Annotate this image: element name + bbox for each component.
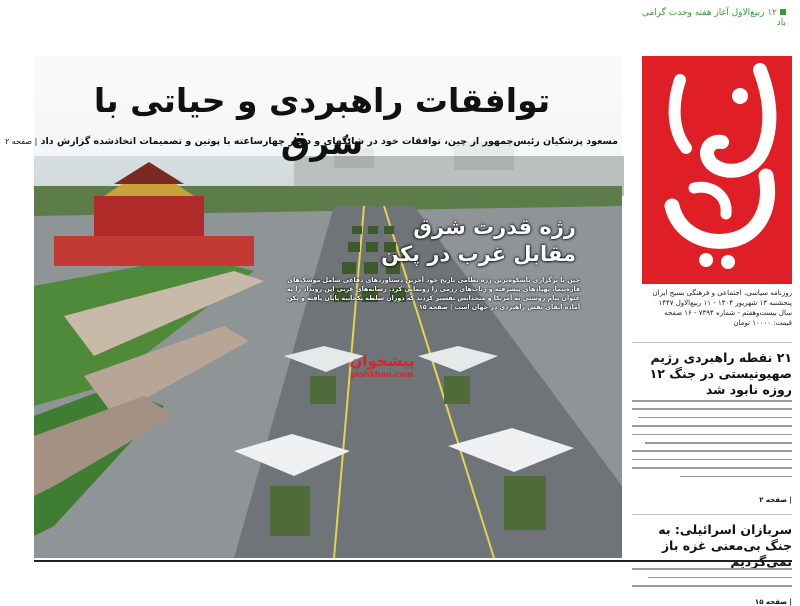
story-2-title[interactable]: سربازان اسرائیلی: به جنگ بی‌معنی غزه باز	[658, 522, 792, 553]
info-line: روزنامه سیاسی، اجتماعی و فرهنگی بسیج ایران	[652, 289, 792, 297]
story-1-title[interactable]: ۲۱ نقطه راهبردی رژیم صهیونیستی در جنگ ۱۲ روزه نابود شد	[649, 350, 792, 397]
inset-body-text: چین با برگزاری باشکوه‌ترین رژه نظامی تاریخ خود آخرین دستاوردهای دفاعی شامل موشک‌های قاره‌پیما، پهپادهای پیشرفته و ربات‌های رزمی را رونمایی کرد. رسانه‌های غربی این رویداد را به عنوان پیام روشنی به آمریکا و متحدانش تفسیر کردند که دوران سلطه یکجانبه پایان یافته و پکن آماده ایفای نقش راهبردی در جهان است	[286, 277, 580, 311]
inset-title-line-1: رژه قدرت شرق	[413, 215, 576, 239]
javan-logo-icon	[642, 56, 792, 284]
top-note	[636, 8, 786, 28]
pishkhan-watermark	[342, 352, 422, 379]
photo-inset-title[interactable]	[336, 214, 576, 268]
right-column	[630, 56, 792, 606]
inset-page-ref: | صفحه ۱۵	[418, 304, 453, 311]
top-note-text: ۱۲ ربیع‌الاول آغاز هفته وحدت گرامی باد	[641, 8, 786, 28]
story-1-page-ref: | صفحه ۲	[759, 496, 792, 504]
story-1-body-lines	[632, 400, 792, 508]
main-photo	[4, 56, 622, 558]
watermark-text: پیشخوان	[349, 352, 415, 370]
story-2-page-ref: | صفحه ۱۵	[754, 598, 792, 606]
bullet-square-icon	[780, 9, 786, 15]
watermark-url: pishkhan.com	[350, 370, 414, 379]
inset-title-line-2: مقابل غرب در پکن	[381, 242, 576, 266]
info-line: سال بیست‌وهفتم - شماره ۷۴۹۴ - ۱۶ صفحه	[664, 309, 792, 317]
masthead-logo	[642, 56, 792, 284]
masthead-info	[634, 288, 792, 328]
subline-page-ref: | صفحه ۲	[4, 137, 38, 146]
main-subline	[4, 136, 618, 147]
divider	[632, 514, 792, 515]
info-line: پنجشنبه ۱۳ شهریور ۱۴۰۴ - ۱۱ ربیع‌الاول ۱۴۴۷	[658, 299, 792, 307]
subline-text: مسعود پزشکیان رئیس‌جمهور از چین، توافقات خود در شانگهای و دیدار چهارساعته با پوتین و تصمیمات اتخاذشده گزارش داد	[40, 136, 618, 147]
photo-inset-body	[284, 276, 580, 312]
info-line: قیمت: ۱۰۰۰۰ تومان	[733, 319, 792, 327]
bottom-rule	[34, 560, 792, 562]
divider	[632, 342, 792, 343]
main-headline[interactable]: توافقات راهبردی و حیاتی با شرق	[93, 81, 551, 162]
